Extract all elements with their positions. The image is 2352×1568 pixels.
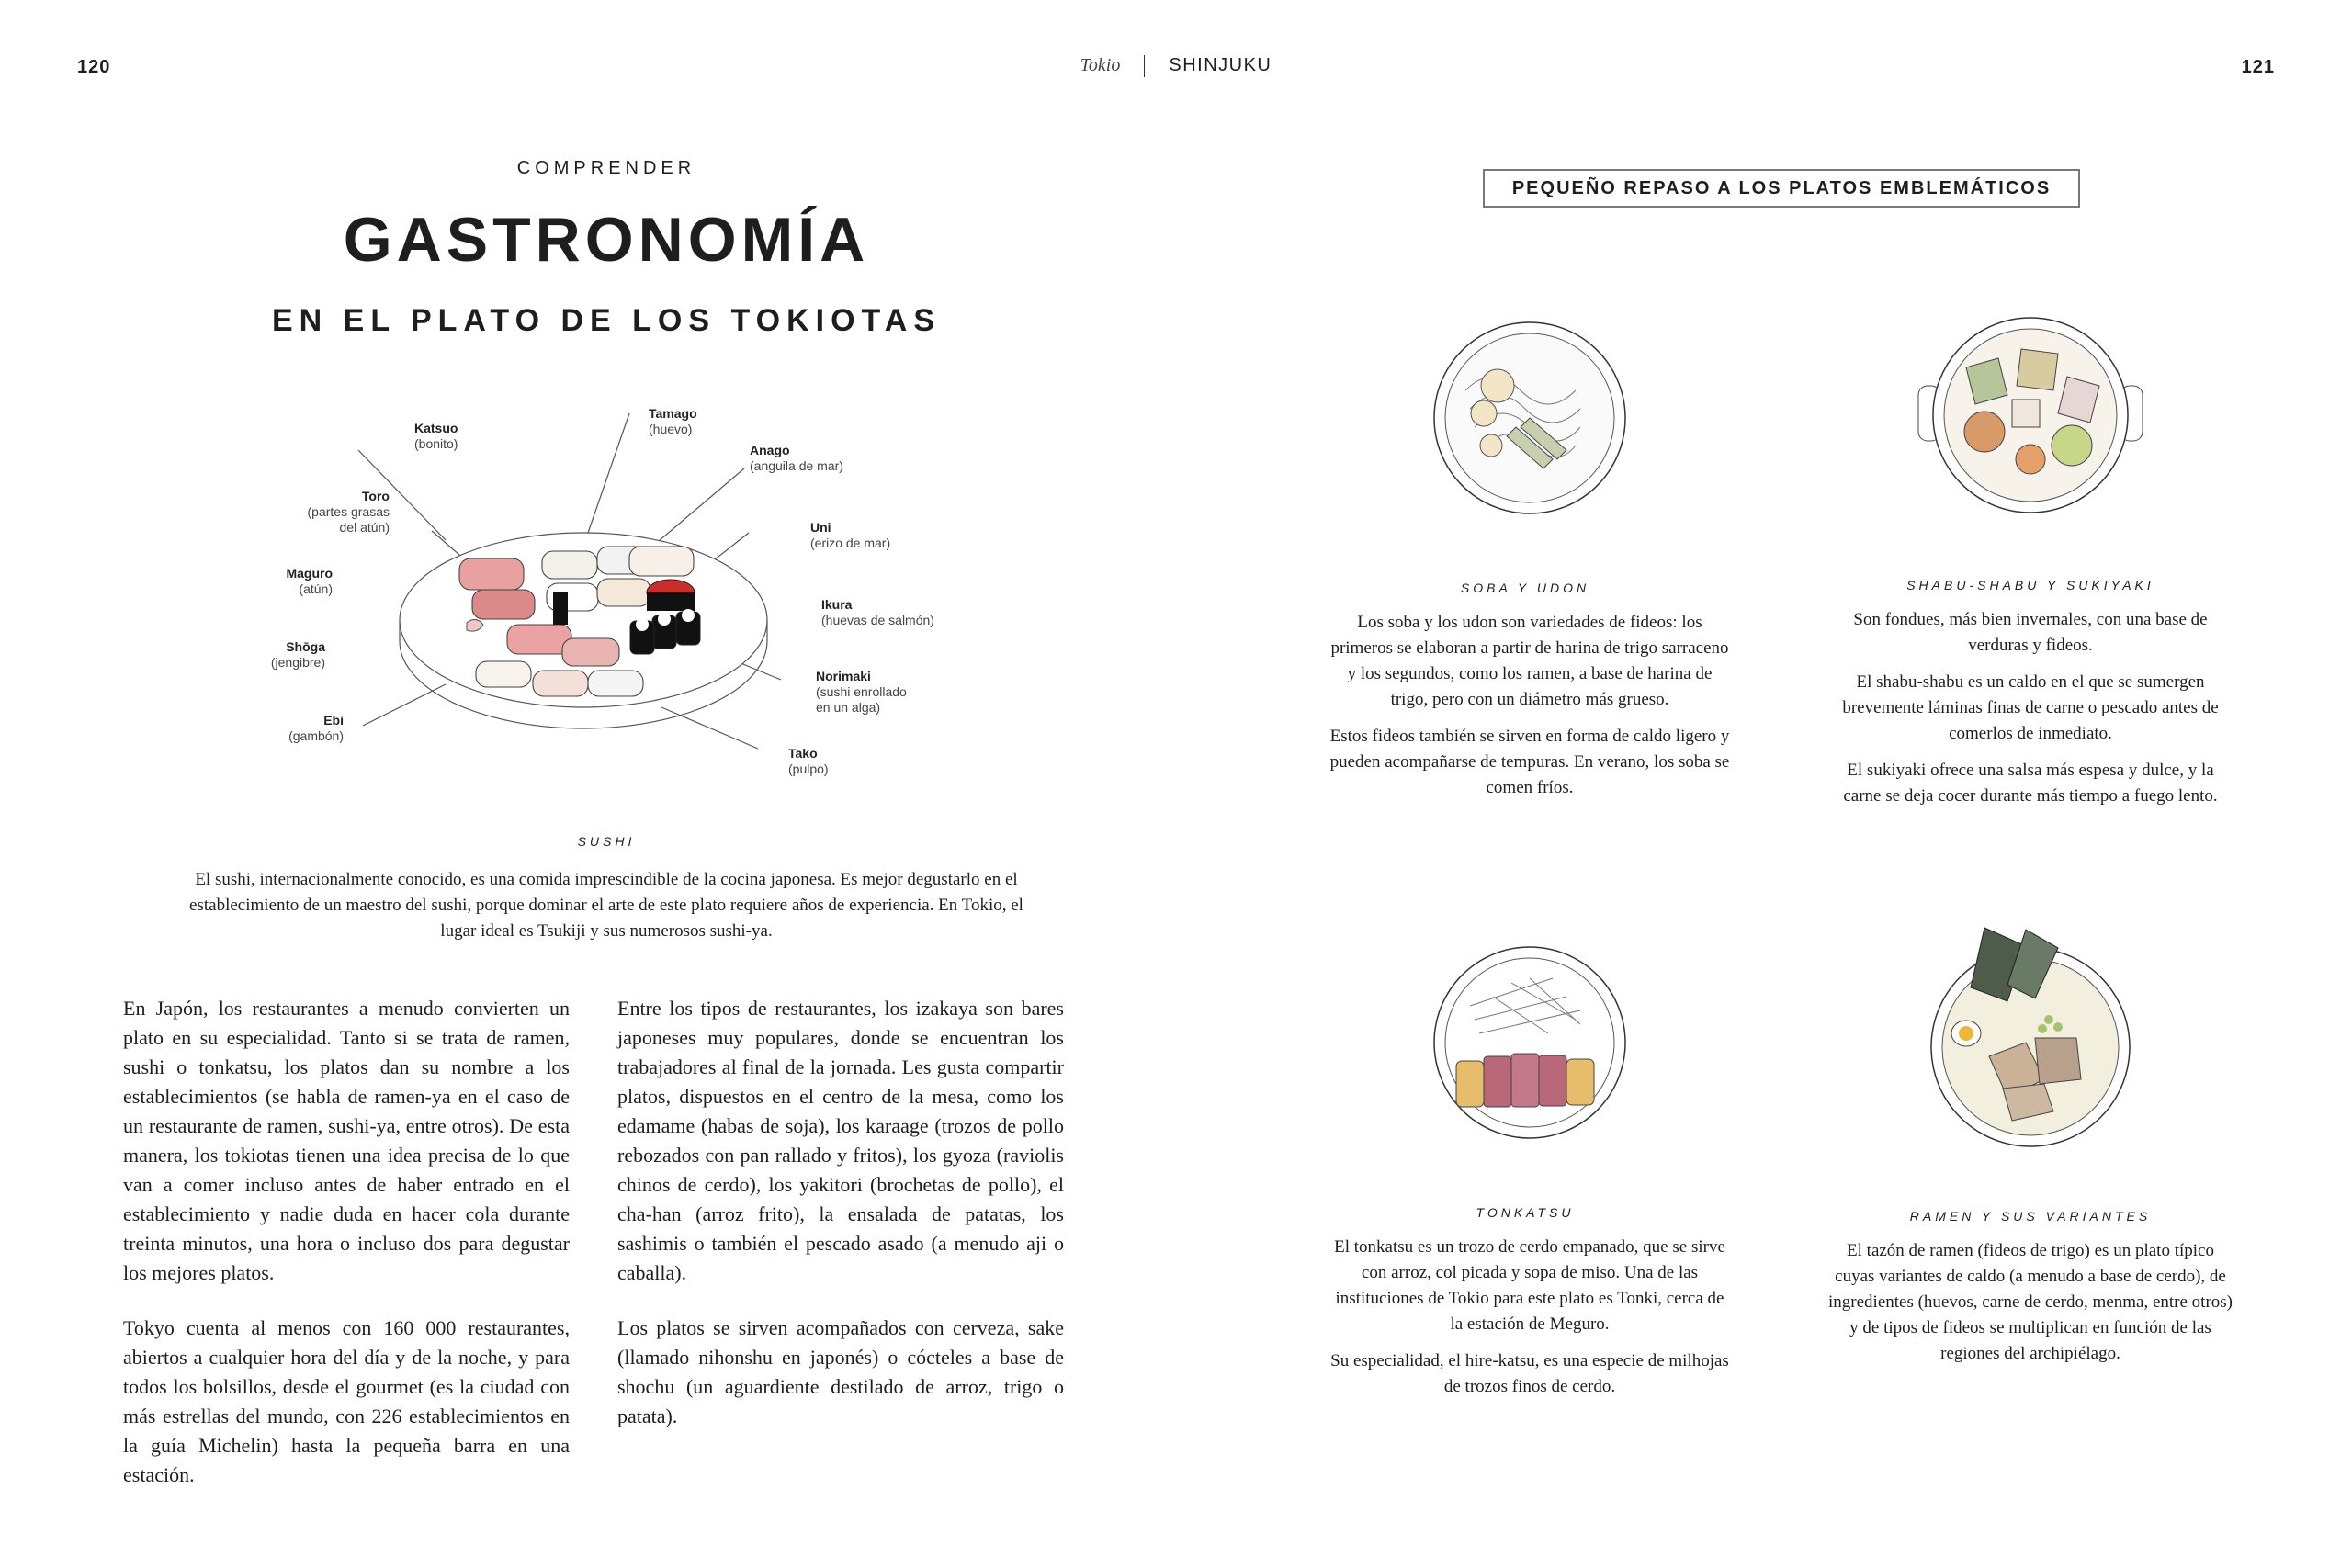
dish-text-soba-udon — [1328, 610, 1732, 812]
sushi-label-tamago: Tamago (huevo) — [649, 406, 697, 436]
sushi-label-katsuo: Katsuo (bonito) — [414, 421, 458, 451]
page-number-right: 121 — [2241, 57, 2275, 77]
running-header-divider — [1144, 55, 1145, 77]
sushi-label-ikura: Ikura (huevas de salmón) — [821, 597, 934, 627]
sushi-label-toro: Toro (partes grasas del atún) — [307, 489, 390, 535]
dish-text-tonkatsu — [1328, 1235, 1732, 1411]
body-paragraph: Tokyo cuenta al menos con 160 000 restaurantes, abiertos a cualquier hora del día y de la noche, y para todos los bolsillos, desde el gourmet (es la ciudad con más estrellas del mundo, con 226 establecimientos en la guía Michelin) hasta la pequeña barra en una estación. — [123, 1316, 570, 1486]
shabu-shabu-illustration — [1911, 312, 2150, 524]
tonkatsu-illustration — [1429, 942, 1631, 1144]
page-subtitle: EN EL PLATO DE LOS TOKIOTAS — [271, 303, 942, 338]
dish-paragraph: Son fondues, más bien invernales, con una base de verduras y fideos. — [1853, 610, 2208, 655]
sushi-platter-illustration — [266, 395, 965, 781]
sushi-label-shoga: Shōga (jengibre) — [270, 639, 325, 670]
sushi-label-maguro: Maguro (atún) — [286, 566, 333, 596]
dish-paragraph: Su especialidad, el hire-katsu, es una especie de milhojas de trozos finos de cerdo. — [1330, 1351, 1729, 1396]
page-number-left: 120 — [77, 57, 111, 77]
dish-paragraph: El sukiyaki ofrece una salsa más espesa y dulce, y la carne se deja cocer durante más tiempo a fuego lento. — [1843, 761, 2218, 806]
dish-caption-ramen: RAMEN Y SUS VARIANTES — [1909, 1209, 2152, 1224]
dish-paragraph: Estos fideos también se sirven en forma de caldo ligero y pueden acompañarse de tempuras. En verano, los soba se comen fríos. — [1329, 727, 1730, 797]
body-paragraph: Entre los tipos de restaurantes, los izakaya son bares japoneses muy populares, donde se encuentran los trabajadores al final de la jornada. Les gusta compartir platos, dispuestos en el centro de la mesa, como los edamame (habas de soja), los karaage (trozos de pollo rebozados con pan rallado y fritos), los gyoza (raviolis chinos de cerdo), los yakitori (brochetas de pollo), el cha-han (arroz frito), la ensalada de patatas, los sashimis o también el pescado asado (a menudo aji o caballa). — [617, 997, 1064, 1284]
running-header — [0, 55, 2352, 77]
dish-paragraph: El tazón de ramen (fideos de trigo) es un plato típico cuyas variantes de caldo (a menudo a base de cerdo), de ingredientes (huevos, carne de cerdo, menma, entre otros) y de tipos de fideos se multiplican en función de las regiones del archipiélago. — [1828, 1241, 2233, 1363]
emblematic-dishes-box-title: PEQUEÑO REPASO A LOS PLATOS EMBLEMÁTICOS — [1483, 169, 2080, 208]
dish-paragraph: El shabu-shabu es un caldo en el que se sumergen brevemente láminas finas de carne o pescado antes de comerlos de inmediato. — [1842, 672, 2219, 743]
soba-udon-illustration — [1429, 317, 1631, 519]
ramen-illustration — [1916, 919, 2145, 1157]
page-title: GASTRONOMÍA — [343, 205, 870, 275]
running-header-city: Tokio — [1080, 55, 1121, 75]
running-header-district: SHINJUKU — [1169, 55, 1272, 75]
sushi-label-tako: Tako (pulpo) — [788, 746, 829, 776]
sushi-intro-text: El sushi, internacionalmente conocido, es una comida imprescindible de la cocina japonesa. Es mejor degustarlo en el establecimiento de un maestro del sushi, porque dominar el arte de este plato requiere años de experiencia. En Tokio, el lugar ideal es Tsukiji y sus numerosos sushi-ya. — [189, 870, 1023, 941]
sushi-label-anago: Anago (anguila de mar) — [750, 443, 843, 473]
body-column-1 — [123, 994, 570, 1516]
sushi-label-norimaki: Norimaki (sushi enrollado en un alga) — [816, 669, 907, 715]
dish-paragraph: Los soba y los udon son variedades de fideos: los primeros se elaboran a partir de harina de trigo sarraceno y los segundos, como los ramen, a base de harina de trigo, pero con un diámetro más grueso. — [1330, 613, 1729, 709]
dish-text-ramen — [1828, 1238, 2233, 1378]
sushi-label-uni: Uni (erizo de mar) — [810, 520, 891, 550]
dish-caption-soba-udon: SOBA Y UDON — [1460, 581, 1590, 595]
sushi-caption: SUSHI — [577, 834, 636, 849]
section-kicker: COMPRENDER — [516, 158, 696, 178]
dish-caption-shabu-sukiyaki: SHABU-SHABU Y SUKIYAKI — [1906, 578, 2154, 592]
sushi-label-ebi: Ebi (gambón) — [288, 713, 344, 743]
body-paragraph: En Japón, los restaurantes a menudo convierten un plato en su especialidad. Tanto si se trata de ramen, sushi o tonkatsu, los platos dan su nombre a los establecimientos (se habla de ramen-ya en el caso de un restaurante de ramen, sushi-ya, entre otros). De esta manera, los tokiotas tienen una idea precisa de lo que van a comer incluso antes de haber entrado en el establecimiento y nadie duda en hacer cola durante treinta minutos, una hora o incluso dos para degustar los mejores platos. — [123, 997, 570, 1284]
body-paragraph: Los platos se sirven acompañados con cerveza, sake (llamado nihonshu en japonés) o cócteles a base de shochu (un aguardiente destilado de arroz, trigo o patata). — [617, 1316, 1064, 1427]
dish-paragraph: El tonkatsu es un trozo de cerdo empanado, que se sirve con arroz, col picada y sopa de miso. Una de las instituciones de Tokio para este plato es Tonki, cerca de la estación de Meguro. — [1334, 1237, 1725, 1334]
dish-text-shabu-sukiyaki — [1828, 607, 2233, 820]
dish-caption-tonkatsu: TONKATSU — [1476, 1205, 1575, 1220]
body-column-2 — [617, 994, 1064, 1457]
